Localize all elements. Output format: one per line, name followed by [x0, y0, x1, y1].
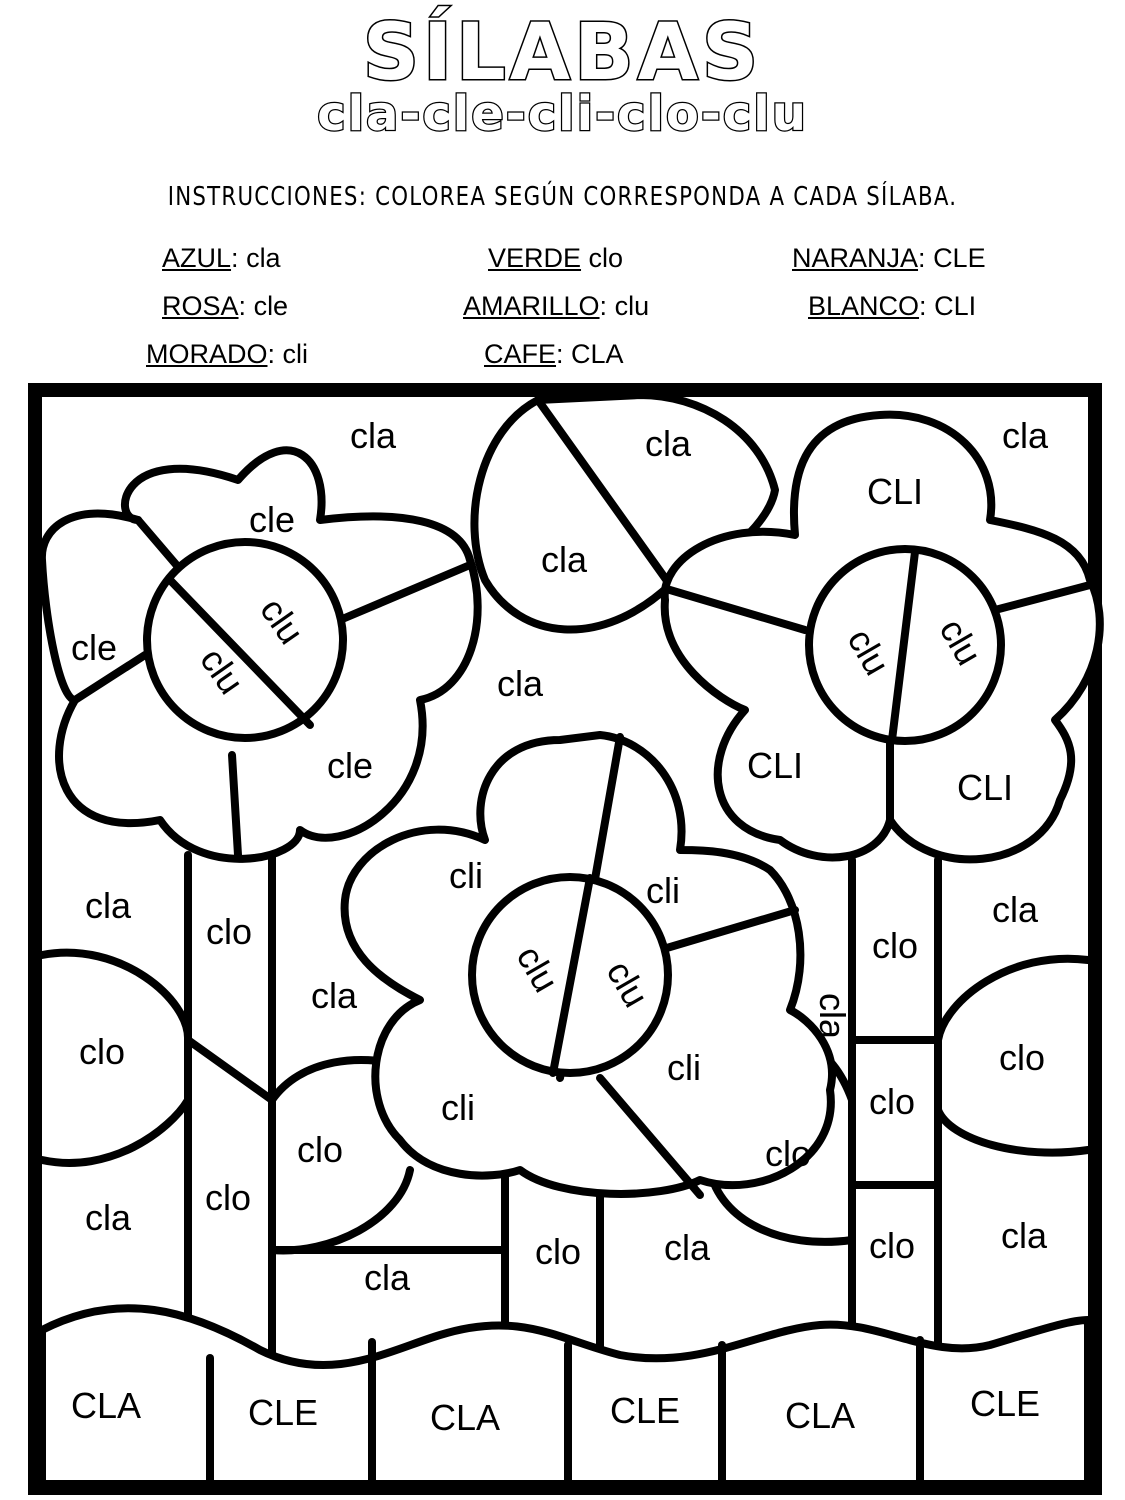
label-petal-right: CLI: [866, 471, 924, 512]
legend-amarillo: AMARILLO: clu: [463, 291, 650, 321]
page-title: SÍLABAS: [362, 8, 763, 98]
legend-azul: AZUL: cla: [162, 243, 281, 273]
legend-color: AMARILLO: [463, 291, 600, 321]
label-background: cla: [812, 992, 853, 1040]
legend-morado: MORADO: cli: [146, 339, 309, 369]
label-stem: clo: [205, 911, 253, 952]
label-ground: CLA: [784, 1395, 856, 1436]
legend-cafe: CAFE: CLA: [484, 339, 624, 369]
label-stem: clo: [868, 1225, 916, 1266]
legend-syllable: cli: [282, 339, 309, 369]
label-center-left: clu: [252, 590, 313, 652]
legend-syllable: CLI: [934, 291, 977, 321]
legend-color: BLANCO: [808, 291, 920, 321]
legend-color: ROSA: [162, 291, 239, 321]
legend-color: CAFE: [484, 339, 557, 369]
label-background: cla: [363, 1257, 411, 1298]
label-center-right: clu: [931, 611, 991, 672]
label-ground: CLE: [969, 1383, 1041, 1424]
label-petal-right: CLI: [746, 745, 804, 786]
label-ground: CLA: [70, 1385, 142, 1426]
legend-syllable: CLE: [933, 243, 986, 273]
label-center-middle: clu: [508, 938, 568, 999]
legend-naranja: NARANJA: CLE: [792, 243, 986, 273]
label-center-right: clu: [839, 621, 899, 682]
label-background: cla: [991, 889, 1039, 930]
legend-color: AZUL: [162, 243, 232, 273]
label-petal-middle: cli: [449, 855, 483, 896]
label-sky: cla: [540, 539, 588, 580]
legend-syllable: cle: [253, 291, 289, 321]
instructions: INSTRUCCIONES: COLOREA SEGÚN CORRESPONDA A CADA SÍLABA.: [167, 182, 958, 212]
legend-syllable: cla: [246, 243, 281, 273]
legend-color: NARANJA: [792, 243, 919, 273]
legend-blanco: BLANCO: CLI: [808, 291, 977, 321]
legend-color: VERDE: [488, 243, 582, 273]
label-stem: clo: [871, 925, 919, 966]
legend-syllable: clo: [588, 243, 624, 273]
label-stem: clo: [204, 1177, 252, 1218]
label-ground: CLE: [609, 1390, 681, 1431]
legend-color: MORADO: [146, 339, 268, 369]
label-background: cla: [1000, 1215, 1048, 1256]
label-stem: clo: [868, 1081, 916, 1122]
label-background: cla: [84, 1197, 132, 1238]
label-petal-middle: cli: [667, 1047, 701, 1088]
label-background: cla: [310, 975, 358, 1016]
label-petal-right: CLI: [956, 767, 1014, 808]
label-ground: CLA: [429, 1397, 501, 1438]
label-petal-middle: cli: [441, 1087, 475, 1128]
label-sky: cla: [349, 415, 397, 456]
label-petal-middle: cli: [646, 870, 680, 911]
label-center-left: clu: [192, 640, 253, 702]
label-sky: cla: [644, 423, 692, 464]
label-petal-left: cle: [248, 499, 296, 540]
legend-syllable: clu: [614, 291, 650, 321]
label-sky: cla: [84, 885, 132, 926]
legend-syllable: CLA: [571, 339, 624, 369]
legend-rosa: ROSA: cle: [162, 291, 289, 321]
label-petal-left: cle: [70, 627, 118, 668]
label-leaf: clo: [78, 1031, 126, 1072]
label-ground: CLE: [247, 1392, 319, 1433]
page-subtitle: cla-cle-cli-clo-clu: [317, 86, 808, 142]
label-leaf: clo: [998, 1037, 1046, 1078]
label-sky: cla: [1001, 415, 1049, 456]
label-stem: clo: [534, 1231, 582, 1272]
label-leaf: clo: [296, 1129, 344, 1170]
label-background: cla: [663, 1227, 711, 1268]
label-leaf: clo: [764, 1133, 812, 1174]
label-sky: cla: [496, 663, 544, 704]
label-center-middle: clu: [598, 953, 658, 1014]
label-petal-left: cle: [326, 745, 374, 786]
